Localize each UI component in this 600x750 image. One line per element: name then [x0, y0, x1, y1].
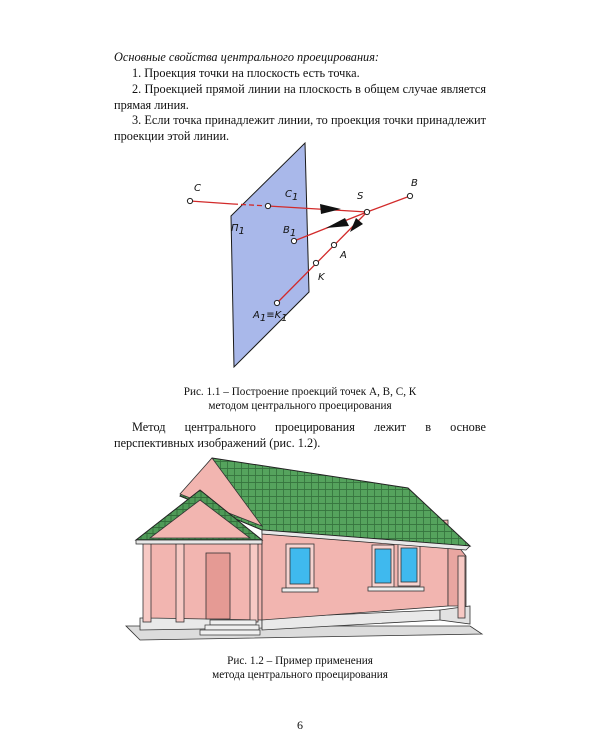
window-1-glass	[290, 548, 310, 584]
figure2-caption-line2: метода центрального проецирования	[212, 669, 388, 681]
back-porch-column	[458, 556, 465, 618]
window-3-glass	[401, 548, 417, 582]
figure1-caption-line1: Рис. 1.1 – Построение проекций точек А, В, С, К	[183, 386, 417, 398]
side-door	[206, 553, 230, 619]
porch-roof-edge	[136, 540, 262, 544]
window-sill-2	[368, 587, 424, 591]
method-paragraph: Метод центрального проецирования лежит в основе перспективных изображений (рис. 1.2).	[114, 420, 486, 450]
label-c1: C1	[285, 189, 299, 203]
figure1-caption-line2: методом центрального проецирования	[208, 400, 392, 412]
label-b: B	[411, 178, 418, 189]
porch-column-left	[143, 540, 151, 622]
window-sill-1	[282, 588, 318, 592]
figure2-caption-line1: Рис. 1.2 – Пример применения	[227, 655, 373, 667]
property-3: 3. Если точка принадлежит линии, то проекция точки принадлежит проекции этой линии.	[114, 113, 486, 143]
property-1: 1. Проекция точки на плоскость есть точка.	[132, 66, 360, 80]
label-a: A	[340, 250, 347, 261]
properties-heading: Основные свойства центрального проецирования:	[114, 50, 380, 64]
label-b1: B1	[283, 225, 297, 239]
porch-column-middle	[176, 540, 184, 622]
window-2-glass	[375, 549, 391, 583]
label-s: S	[357, 191, 364, 202]
porch-column-front	[250, 540, 258, 622]
label-plane: П1	[231, 223, 245, 237]
house-foundation-right	[440, 606, 470, 624]
label-c: C	[194, 183, 201, 194]
page-number: 6	[297, 718, 303, 732]
property-2: 2. Проекцией прямой линии на плоскость в общем случае является прямая линия.	[114, 82, 486, 112]
label-k: K	[318, 272, 325, 283]
label-a1k1: A1≡K1	[253, 310, 288, 324]
